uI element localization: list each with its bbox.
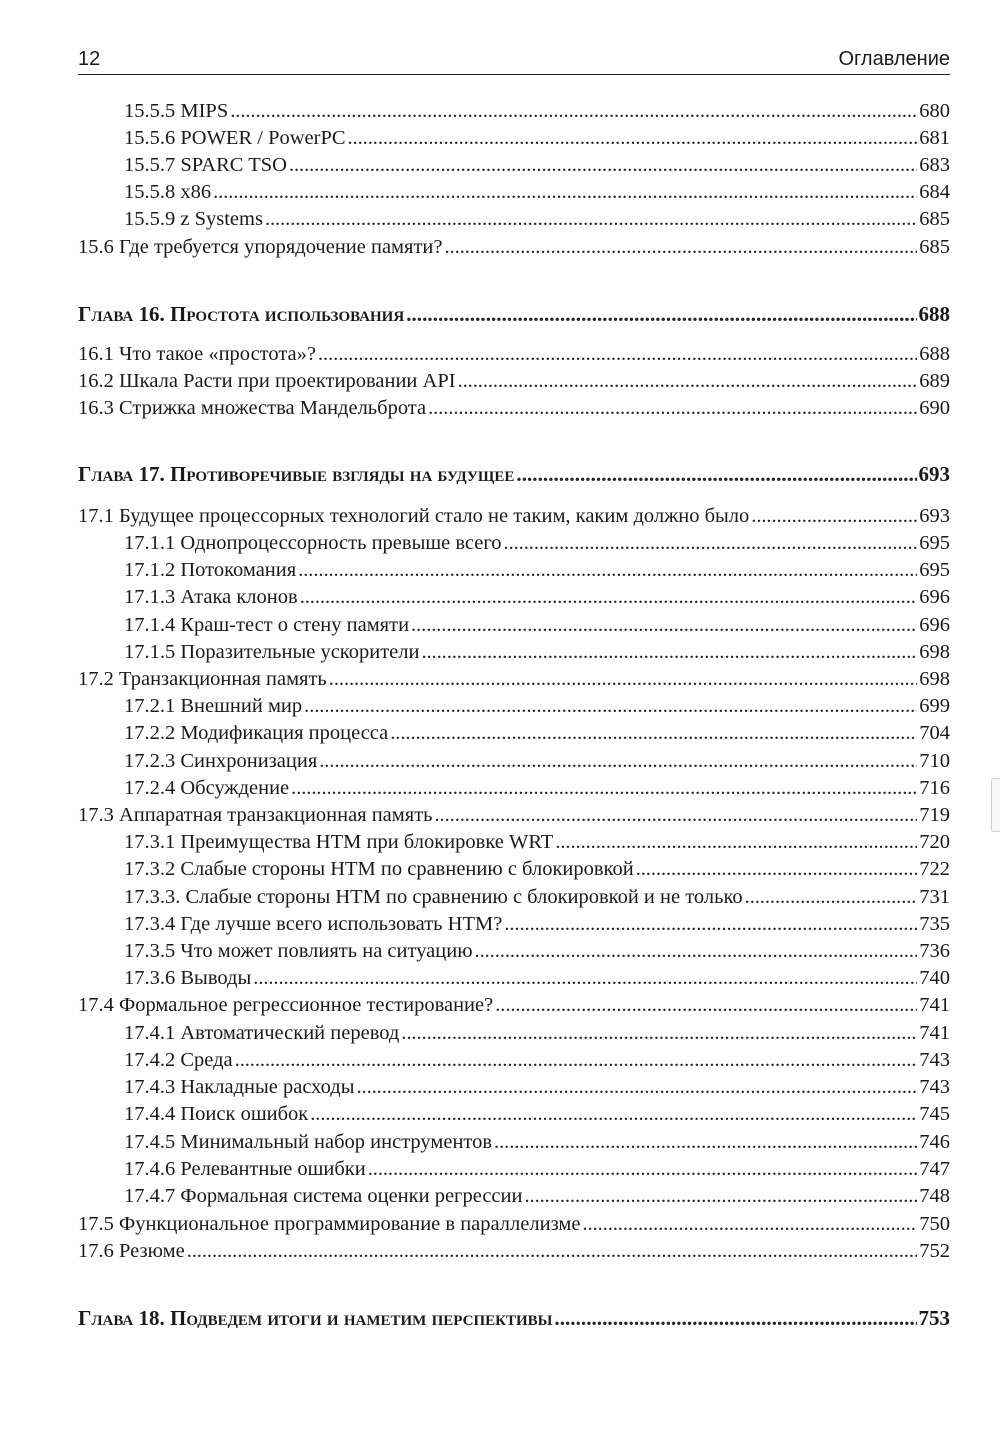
toc-entry-page: 752 (919, 1240, 950, 1262)
toc-entry-title: 16.3 Стрижка множества Мандельброта (78, 397, 427, 419)
toc-entry (78, 1211, 950, 1238)
toc-entry-title: 17.6 Резюме (78, 1240, 185, 1262)
toc-entry-title: 17.4.4 Поиск ошибок (124, 1103, 309, 1125)
toc-entry-page: 710 (919, 750, 950, 772)
toc-entry-page: 716 (919, 777, 950, 799)
toc-leader-dots (751, 503, 917, 530)
toc-entry-page: 704 (919, 722, 950, 744)
toc-leader-dots (390, 720, 917, 747)
toc-entry-page: 747 (919, 1158, 950, 1180)
toc-entry-page: 695 (919, 532, 950, 554)
toc-entry (78, 965, 950, 992)
toc-entry-title: 17.4.3 Накладные расходы (124, 1076, 355, 1098)
toc-entry (78, 1156, 950, 1183)
toc-entry-page: 688 (919, 343, 950, 365)
toc-leader-dots (495, 992, 917, 1019)
toc-entry (78, 666, 950, 693)
toc-entry-page: 685 (919, 236, 950, 258)
toc-entry (78, 856, 950, 883)
toc-entry-title: 16.2 Шкала Расти при проектировании API (78, 370, 456, 392)
toc-leader-dots (213, 179, 917, 206)
page-number: 12 (78, 48, 101, 70)
toc-entry-title: Глава 18. Подведем итоги и наметим перспективы (78, 1306, 553, 1330)
toc-entry-page: 719 (919, 804, 950, 826)
toc-entry (78, 938, 950, 965)
toc-entry-page: 685 (919, 208, 950, 230)
toc-leader-dots (421, 639, 917, 666)
toc-entry-title: 17.3 Аппаратная транзакционная память (78, 804, 433, 826)
toc-entry (78, 911, 950, 938)
toc-entry (78, 530, 950, 557)
toc-entry-title: 15.5.7 SPARC TSO (124, 154, 287, 176)
toc-entry-page: 696 (919, 586, 950, 608)
toc-entry-page: 689 (919, 370, 950, 392)
toc-entry-page: 740 (919, 967, 950, 989)
toc-entry-title: 17.4.2 Среда (124, 1049, 233, 1071)
toc-entry-page: 688 (918, 302, 950, 326)
toc-entry-title: 17.2.1 Внешний мир (124, 695, 303, 717)
toc-entry (78, 1020, 950, 1047)
toc-entry-title: Глава 16. Простота использования (78, 302, 405, 326)
toc-leader-dots (504, 530, 918, 557)
toc-entry-page: 698 (919, 641, 950, 663)
toc-leader-dots (445, 234, 918, 261)
toc-entry-page: 683 (919, 154, 950, 176)
toc-leader-dots (318, 341, 917, 368)
toc-leader-dots (298, 557, 917, 584)
toc-leader-dots (310, 1101, 917, 1128)
toc-entry (78, 884, 950, 911)
toc-entry-title: 17.1.2 Потокомания (124, 559, 297, 581)
toc-entry-page: 695 (919, 559, 950, 581)
running-header-title: Оглавление (838, 48, 950, 70)
toc-leader-dots (636, 856, 918, 883)
toc-entry-page: 722 (919, 858, 950, 880)
toc-entry (78, 1129, 950, 1156)
toc-entry-title: 17.4.6 Релевантные ошибки (124, 1158, 366, 1180)
toc-entry-page: 681 (919, 127, 950, 149)
toc-entry-title: 15.6 Где требуется упорядочение памяти? (78, 236, 443, 258)
toc-entry-title: 15.5.8 x86 (124, 181, 212, 203)
toc-leader-dots (504, 911, 917, 938)
toc-entry-title: Глава 17. Противоречивые взгляды на будущее (78, 462, 515, 486)
toc-entry-title: 17.3.6 Выводы (124, 967, 252, 989)
toc-leader-dots (555, 829, 917, 856)
toc-leader-dots (235, 1047, 918, 1074)
toc-leader-dots (524, 1183, 917, 1210)
toc-entry-page: 745 (919, 1103, 950, 1125)
toc-chapter-entry (78, 461, 950, 488)
toc-entry (78, 341, 950, 368)
toc-entry (78, 748, 950, 775)
toc-entry-title: 17.3.1 Преимущества HTM при блокировке WRT (124, 831, 554, 853)
toc-entry-page: 720 (919, 831, 950, 853)
toc-leader-dots (745, 884, 918, 911)
toc-entry-title: 17.5 Функциональное программирование в параллелизме (78, 1213, 581, 1235)
toc-entry (78, 720, 950, 747)
toc-entry-page: 741 (919, 994, 950, 1016)
toc-entry (78, 179, 950, 206)
toc-entry-title: 17.2.3 Синхронизация (124, 750, 318, 772)
toc-leader-dots (428, 395, 917, 422)
toc-entry (78, 98, 950, 125)
toc-entry-page: 684 (919, 181, 950, 203)
toc-entry-title: 15.5.5 MIPS (124, 100, 229, 122)
toc-chapter-entry (78, 301, 950, 328)
running-header (78, 44, 950, 75)
toc-entry-page: 743 (919, 1049, 950, 1071)
toc-entry-title: 17.4 Формальное регрессионное тестирование? (78, 994, 494, 1016)
toc-entry-title: 17.2.4 Обсуждение (124, 777, 290, 799)
toc-entry-title: 17.1.4 Краш-тест о стену памяти (124, 614, 410, 636)
toc-entry-page: 680 (919, 100, 950, 122)
toc-leader-dots (289, 152, 917, 179)
toc-entry (78, 639, 950, 666)
toc-entry (78, 395, 950, 422)
toc-entry-title: 17.1.1 Однопроцессорность превыше всего (124, 532, 502, 554)
toc-leader-dots (356, 1074, 917, 1101)
toc-entry-page: 731 (919, 886, 950, 908)
toc-entry-title: 17.1.5 Поразительные ускорители (124, 641, 420, 663)
toc-entry-title: 17.3.3. Слабые стороны HTM по сравнению с блокировкой и не только (124, 886, 743, 908)
toc-entry (78, 125, 950, 152)
toc-leader-dots (300, 584, 918, 611)
toc-leader-dots (406, 301, 916, 328)
toc-entry-page: 741 (919, 1022, 950, 1044)
toc-entry-page: 750 (919, 1213, 950, 1235)
toc-leader-dots (401, 1020, 917, 1047)
toc-entry-page: 690 (919, 397, 950, 419)
toc-leader-dots (230, 98, 917, 125)
toc-entry-page: 696 (919, 614, 950, 636)
toc-entry-page: 748 (919, 1185, 950, 1207)
toc-entry-title: 17.4.7 Формальная система оценки регрессии (124, 1185, 523, 1207)
toc-entry-page: 693 (919, 505, 950, 527)
toc-leader-dots (319, 748, 917, 775)
toc-entry (78, 503, 950, 530)
toc-entry (78, 693, 950, 720)
toc-entry (78, 829, 950, 856)
toc-entry (78, 1074, 950, 1101)
toc-entry (78, 152, 950, 179)
toc-entry-title: 17.2 Транзакционная память (78, 668, 327, 690)
toc-leader-dots (187, 1238, 918, 1265)
toc-leader-dots (435, 802, 918, 829)
toc-entry-title: 16.1 Что такое «простота»? (78, 343, 316, 365)
toc-entry-title: 17.4.5 Минимальный набор инструментов (124, 1131, 493, 1153)
toc-leader-dots (554, 1305, 916, 1332)
toc-entry (78, 802, 950, 829)
toc-entry (78, 234, 950, 261)
toc-leader-dots (516, 461, 916, 488)
toc-chapter-entry (78, 1305, 950, 1332)
toc-leader-dots (368, 1156, 918, 1183)
toc-entry-title: 17.1 Будущее процессорных технологий стало не таким, каким должно было (78, 505, 750, 527)
toc-entry-page: 746 (919, 1131, 950, 1153)
toc-entry (78, 612, 950, 639)
toc-entry-page: 736 (919, 940, 950, 962)
toc-entry (78, 206, 950, 233)
scroll-edge-marker (991, 778, 1000, 832)
toc-entry (78, 368, 950, 395)
toc-entry-page: 699 (919, 695, 950, 717)
toc-leader-dots (253, 965, 917, 992)
toc-entry (78, 1101, 950, 1128)
toc-entry-page: 743 (919, 1076, 950, 1098)
toc-leader-dots (265, 206, 917, 233)
toc-entry-page: 698 (919, 668, 950, 690)
toc-entry (78, 1238, 950, 1265)
toc-leader-dots (475, 938, 918, 965)
toc-leader-dots (348, 125, 918, 152)
toc-entry (78, 1183, 950, 1210)
toc-leader-dots (329, 666, 917, 693)
toc-leader-dots (411, 612, 917, 639)
toc-entry-page: 753 (918, 1306, 950, 1330)
toc-entry-page: 735 (919, 913, 950, 935)
toc-entry-title: 17.3.5 Что может повлиять на ситуацию (124, 940, 473, 962)
toc-leader-dots (494, 1129, 917, 1156)
toc-entry-title: 15.5.9 z Systems (124, 208, 263, 230)
toc-entry (78, 775, 950, 802)
toc-leader-dots (582, 1211, 917, 1238)
toc-leader-dots (304, 693, 917, 720)
toc-entry-title: 17.4.1 Автоматический перевод (124, 1022, 400, 1044)
toc-entry-title: 17.2.2 Модификация процесса (124, 722, 389, 744)
toc-entry (78, 992, 950, 1019)
toc-entry-title: 17.1.3 Атака клонов (124, 586, 298, 608)
toc-entry-title: 15.5.6 POWER / PowerPC (124, 127, 346, 149)
toc-leader-dots (458, 368, 918, 395)
toc-entry-title: 17.3.4 Где лучше всего использовать HTM? (124, 913, 503, 935)
toc-entry (78, 1047, 950, 1074)
toc-entry-page: 693 (918, 462, 950, 486)
toc-leader-dots (291, 775, 917, 802)
toc-entry (78, 584, 950, 611)
toc-entry (78, 557, 950, 584)
toc-entry-title: 17.3.2 Слабые стороны HTM по сравнению с блокировкой (124, 858, 634, 880)
